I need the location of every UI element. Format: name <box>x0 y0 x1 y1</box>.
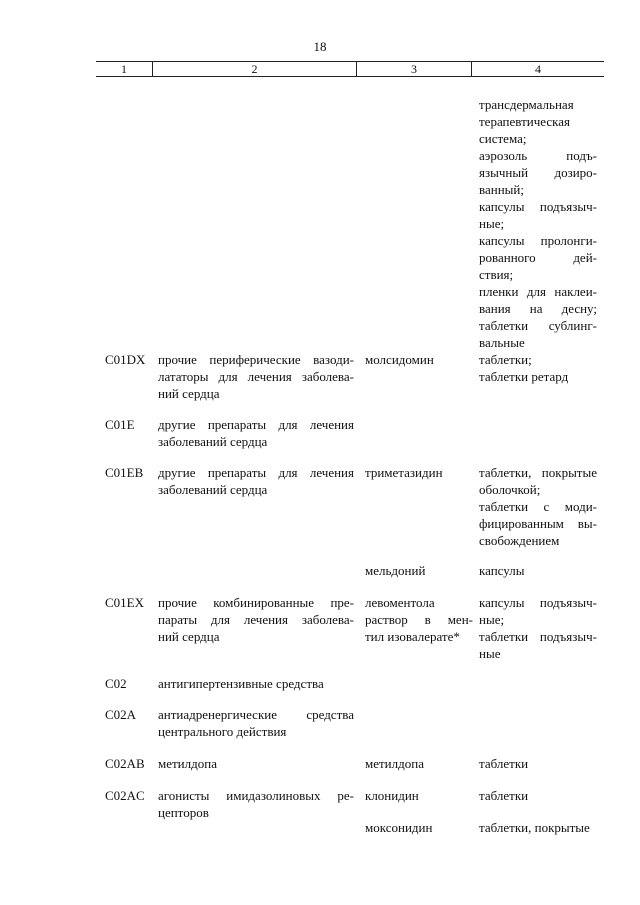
dosage-forms-line: таблетки, покрытые <box>479 465 597 480</box>
dosage-forms-line: ные <box>479 646 501 661</box>
table-header <box>96 61 604 77</box>
dosage-forms-line: терапевтическая <box>479 114 570 129</box>
dosage-forms-line: ные; <box>479 216 505 231</box>
anatomical-therapeutic-group-line: параты для лечения заболева- <box>158 612 354 627</box>
dosage-forms-cell <box>479 787 597 804</box>
dosage-forms-cell <box>479 594 597 662</box>
dosage-forms-line: таблетки ретард <box>479 369 569 384</box>
page-number: 18 <box>313 39 327 54</box>
anatomical-therapeutic-group-line: антигипертензивные средства <box>158 676 324 691</box>
anatomical-therapeutic-group-cell <box>158 416 354 450</box>
atc-code: C01E <box>105 417 135 432</box>
drug-name-cell <box>365 464 473 481</box>
anatomical-therapeutic-group-line: лататоры для лечения заболева- <box>158 369 354 384</box>
anatomical-therapeutic-group-line: цепторов <box>158 805 209 820</box>
dosage-forms-line: система; <box>479 131 527 146</box>
drug-name-cell <box>365 755 473 772</box>
anatomical-therapeutic-group-line: ний сердца <box>158 386 220 401</box>
atc-code: C02A <box>105 707 137 722</box>
dosage-forms-cell <box>479 96 597 351</box>
dosage-forms-line: таблетки; <box>479 352 532 367</box>
column-header-4: 4 <box>535 62 541 76</box>
anatomical-therapeutic-group-line: другие препараты для лечения <box>158 465 354 480</box>
dosage-forms-line: таблетки подъязыч- <box>479 629 597 644</box>
dosage-forms-line: пленки для наклеи- <box>479 284 597 299</box>
dosage-forms-line: капсулы подъязыч- <box>479 199 597 214</box>
dosage-forms-cell <box>479 351 597 385</box>
dosage-forms-line: вальные <box>479 335 525 350</box>
dosage-forms-line: таблетки <box>479 756 529 771</box>
atc-code: C02 <box>105 676 127 691</box>
anatomical-therapeutic-group-line: центрального действия <box>158 724 287 739</box>
atc-code-cell <box>105 675 155 692</box>
dosage-forms-line: таблетки, покрытые <box>479 820 590 835</box>
dosage-forms-cell <box>479 819 597 836</box>
atc-code-cell <box>105 416 155 433</box>
dosage-forms-line: ные; <box>479 612 505 627</box>
dosage-forms-cell <box>479 755 597 772</box>
dosage-forms-cell <box>479 464 597 549</box>
anatomical-therapeutic-group-cell <box>158 594 354 645</box>
anatomical-therapeutic-group-cell <box>158 706 354 740</box>
drug-name-line: триметазидин <box>365 465 443 480</box>
drug-name-line: моксонидин <box>365 820 433 835</box>
column-header-2: 2 <box>251 62 258 76</box>
drug-name-line: молсидомин <box>365 352 434 367</box>
atc-code-cell <box>105 787 155 804</box>
dosage-forms-line: свобождением <box>479 533 560 548</box>
column-header-1: 1 <box>121 62 127 76</box>
dosage-forms-line: таблетки сублинг- <box>479 318 597 333</box>
drug-name-line: клонидин <box>365 788 419 803</box>
atc-code-cell <box>105 594 155 611</box>
atc-code: C01DX <box>105 352 146 367</box>
dosage-forms-line: вания на десну; <box>479 301 597 316</box>
atc-code-cell <box>105 464 155 481</box>
atc-code: C02AB <box>105 756 145 771</box>
drug-name-line: раствор в мен- <box>365 612 473 627</box>
anatomical-therapeutic-group-line: прочие комбинированные пре- <box>158 595 354 610</box>
dosage-forms-line: фицированным вы- <box>479 516 597 531</box>
dosage-forms-line: аэрозоль подъ- <box>479 148 597 163</box>
drug-name-cell <box>365 562 473 579</box>
anatomical-therapeutic-group-line: заболеваний сердца <box>158 434 268 449</box>
dosage-forms-line: ствия; <box>479 267 514 282</box>
dosage-forms-line: рованного дей- <box>479 250 597 265</box>
anatomical-therapeutic-group-cell <box>158 675 354 692</box>
drug-name-cell <box>365 351 473 368</box>
drug-name-cell <box>365 594 473 645</box>
dosage-forms-line: ванный; <box>479 182 524 197</box>
atc-code: C01EB <box>105 465 144 480</box>
dosage-forms-line: таблетки <box>479 788 529 803</box>
drug-name-line: левоментола <box>365 595 435 610</box>
atc-code-cell <box>105 755 155 772</box>
drug-name-line: тил изовалерате* <box>365 629 460 644</box>
anatomical-therapeutic-group-line: другие препараты для лечения <box>158 417 354 432</box>
atc-code-cell <box>105 706 155 723</box>
anatomical-therapeutic-group-cell <box>158 787 354 821</box>
drug-name-line: метилдопа <box>365 756 424 771</box>
anatomical-therapeutic-group-line: агонисты имидазолиновых ре- <box>158 788 354 803</box>
anatomical-therapeutic-group-line: антиадренергические средства <box>158 707 354 722</box>
anatomical-therapeutic-group-line: прочие периферические вазоди- <box>158 352 354 367</box>
atc-code: C01EX <box>105 595 144 610</box>
dosage-forms-line: язычный дозиро- <box>479 165 597 180</box>
anatomical-therapeutic-group-line: метилдопа <box>158 756 217 771</box>
atc-code: C02AC <box>105 788 145 803</box>
column-header-3: 3 <box>411 62 417 76</box>
anatomical-therapeutic-group-cell <box>158 464 354 498</box>
anatomical-therapeutic-group-line: ний сердца <box>158 629 220 644</box>
dosage-forms-line: капсулы пролонги- <box>479 233 597 248</box>
dosage-forms-line: трансдермальная <box>479 97 574 112</box>
drug-name-cell <box>365 819 473 836</box>
dosage-forms-line: капсулы <box>479 563 525 578</box>
dosage-forms-line: оболочкой; <box>479 482 541 497</box>
dosage-forms-line: таблетки с моди- <box>479 499 597 514</box>
drug-name-line: мельдоний <box>365 563 426 578</box>
dosage-forms-cell <box>479 562 597 579</box>
anatomical-therapeutic-group-cell <box>158 351 354 402</box>
drug-name-cell <box>365 787 473 804</box>
atc-code-cell <box>105 351 155 368</box>
dosage-forms-line: капсулы подъязыч- <box>479 595 597 610</box>
anatomical-therapeutic-group-cell <box>158 755 354 772</box>
anatomical-therapeutic-group-line: заболеваний сердца <box>158 482 268 497</box>
